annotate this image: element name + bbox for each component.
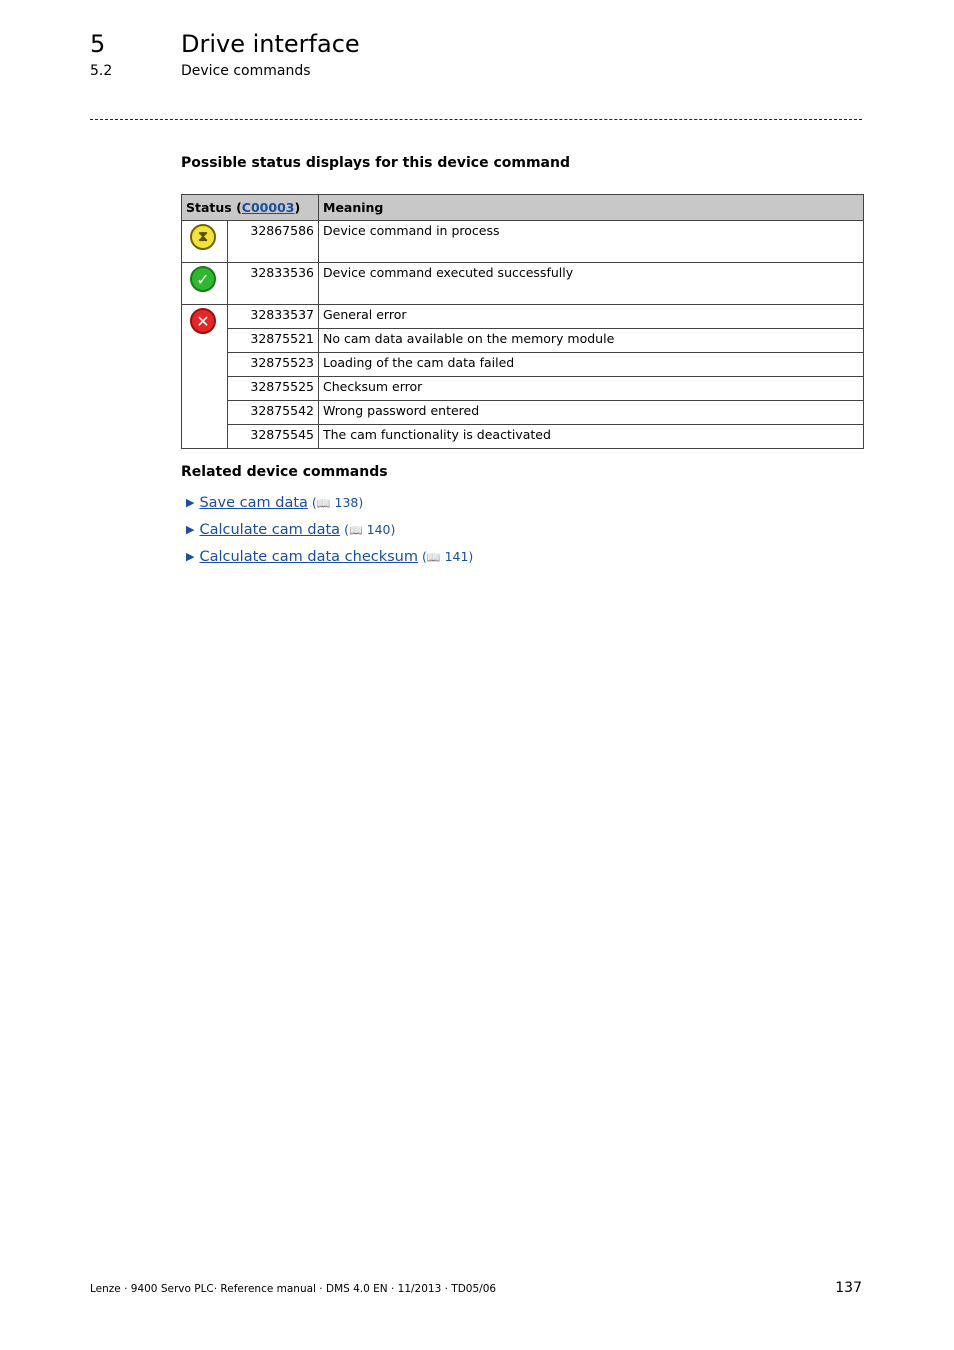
status-code: 32875545 xyxy=(228,425,319,449)
c00003-link[interactable]: C00003 xyxy=(241,200,295,215)
status-meaning: Device command executed successfully xyxy=(319,263,864,305)
page-ref[interactable]: (📖 138) xyxy=(311,495,364,510)
page-ref[interactable]: (📖 141) xyxy=(421,549,474,564)
calculate-cam-data-link[interactable]: Calculate cam data xyxy=(199,521,341,538)
list-item xyxy=(186,516,473,543)
save-cam-data-link[interactable]: Save cam data xyxy=(199,494,308,511)
error-x-icon: ✕ xyxy=(190,308,216,334)
footer-doc-info: Lenze · 9400 Servo PLC· Reference manual · DMS 4.0 EN · 11/2013 · TD05/06 xyxy=(90,1283,497,1295)
status-code: 32875523 xyxy=(228,353,319,377)
status-heading: Possible status displays for this device command xyxy=(181,155,570,171)
triangle-right-icon: ▶ xyxy=(186,550,195,563)
page-number: 137 xyxy=(835,1280,862,1296)
section-number: 5.2 xyxy=(90,63,113,79)
table-row xyxy=(182,425,864,449)
book-icon: 📖 xyxy=(348,524,363,537)
table-row xyxy=(182,401,864,425)
related-commands-list xyxy=(186,489,473,570)
table-header-row xyxy=(182,195,864,221)
status-meaning: General error xyxy=(319,305,864,329)
table-row xyxy=(182,221,864,263)
status-meaning: Wrong password entered xyxy=(319,401,864,425)
triangle-right-icon: ▶ xyxy=(186,523,195,536)
calculate-cam-data-checksum-link[interactable]: Calculate cam data checksum xyxy=(199,548,418,565)
status-code: 32833537 xyxy=(228,305,319,329)
status-meaning: Loading of the cam data failed xyxy=(319,353,864,377)
related-heading: Related device commands xyxy=(181,464,388,480)
status-code: 32833536 xyxy=(228,263,319,305)
chapter-number: 5 xyxy=(90,30,106,58)
table-row xyxy=(182,329,864,353)
chapter-title: Drive interface xyxy=(181,30,360,58)
status-meaning: The cam functionality is deactivated xyxy=(319,425,864,449)
status-code: 32875521 xyxy=(228,329,319,353)
status-code: 32875542 xyxy=(228,401,319,425)
book-icon: 📖 xyxy=(316,497,331,510)
status-meaning: No cam data available on the memory module xyxy=(319,329,864,353)
status-meaning: Device command in process xyxy=(319,221,864,263)
status-code: 32867586 xyxy=(228,221,319,263)
status-table xyxy=(181,194,864,449)
book-icon: 📖 xyxy=(426,551,441,564)
checkmark-icon: ✓ xyxy=(190,266,216,292)
status-code: 32875525 xyxy=(228,377,319,401)
header-divider xyxy=(90,119,862,120)
page-ref[interactable]: (📖 140) xyxy=(344,522,396,537)
status-column-header: Status (C00003) xyxy=(182,195,319,221)
table-row xyxy=(182,353,864,377)
section-title: Device commands xyxy=(181,63,311,79)
meaning-column-header: Meaning xyxy=(319,195,864,221)
triangle-right-icon: ▶ xyxy=(186,496,195,509)
table-row xyxy=(182,263,864,305)
hourglass-icon: ⧗ xyxy=(190,224,216,250)
list-item xyxy=(186,489,473,516)
table-row xyxy=(182,305,864,329)
status-meaning: Checksum error xyxy=(319,377,864,401)
table-row xyxy=(182,377,864,401)
list-item xyxy=(186,543,473,570)
